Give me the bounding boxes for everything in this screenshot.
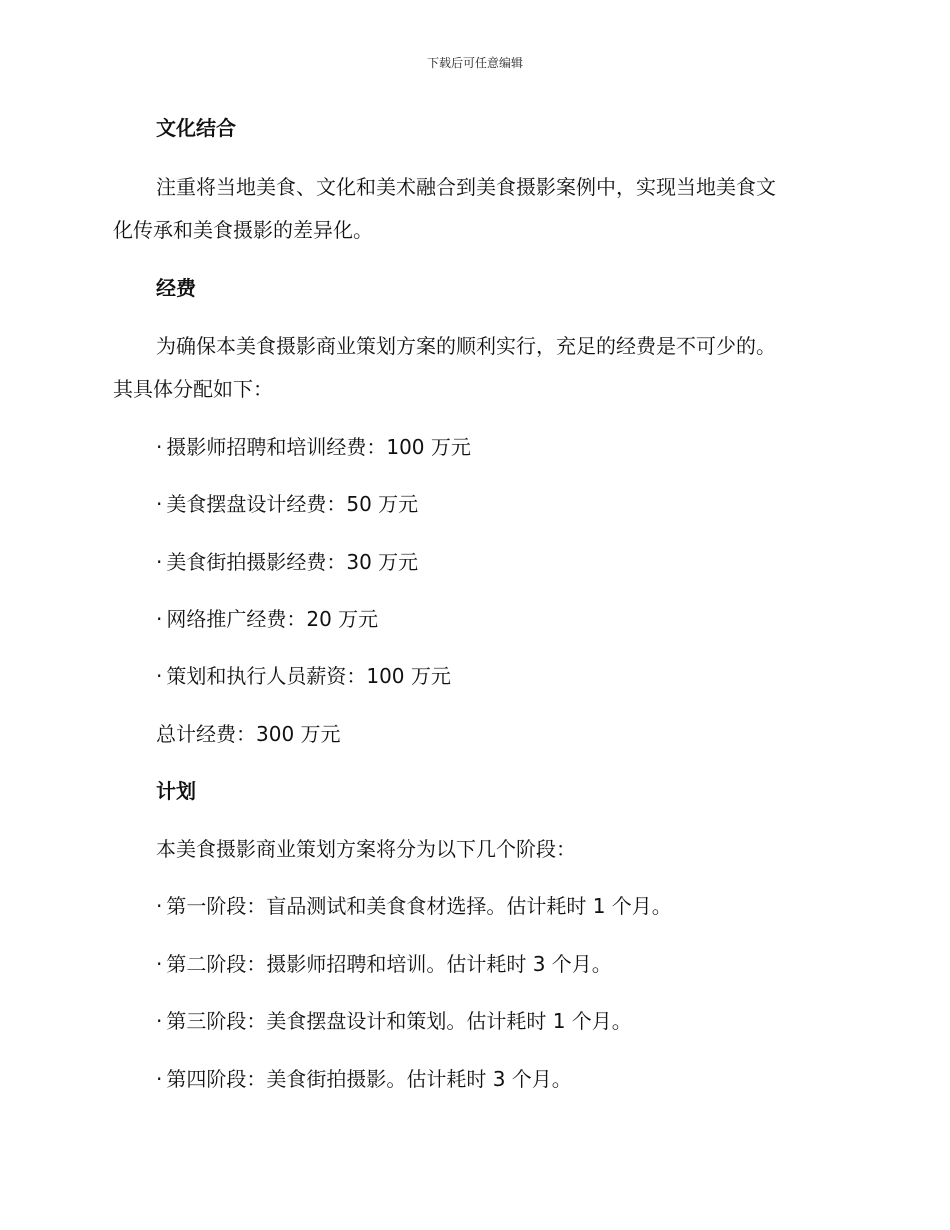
budget-item-text: 美食摆盘设计经费：50 万元 <box>166 492 419 516</box>
culture-paragraph-line-1: 注重将当地美食、文化和美术融合到美食摄影案例中，实现当地美食文 <box>156 175 776 199</box>
plan-list-item <box>156 1065 572 1093</box>
budget-item-text: 摄影师招聘和培训经费：100 万元 <box>166 435 471 459</box>
section-heading-culture: 文化结合 <box>156 116 236 140</box>
bullet-icon: · <box>156 952 163 976</box>
section-heading-plan: 计划 <box>156 779 196 803</box>
bullet-icon: · <box>156 664 163 688</box>
plan-item-text: 第四阶段：美食街拍摄影。估计耗时 3 个月。 <box>166 1067 572 1091</box>
bullet-icon: · <box>156 1009 163 1033</box>
bullet-icon: · <box>156 894 163 918</box>
budget-list-item <box>156 490 418 518</box>
section-heading-budget: 经费 <box>156 276 196 300</box>
bullet-icon: · <box>156 550 163 574</box>
bullet-icon: · <box>156 1067 163 1091</box>
plan-list-item <box>156 892 672 920</box>
budget-paragraph-line-2: 其具体分配如下： <box>113 377 273 401</box>
budget-total: 总计经费：300 万元 <box>156 722 341 746</box>
budget-paragraph-line-1: 为确保本美食摄影商业策划方案的顺利实行，充足的经费是不可少的。 <box>156 334 776 358</box>
plan-item-text: 第三阶段：美食摆盘设计和策划。估计耗时 1 个月。 <box>166 1009 632 1033</box>
culture-paragraph-line-2: 化传承和美食摄影的差异化。 <box>113 218 373 242</box>
budget-list-item <box>156 548 418 576</box>
header-note: 下载后可任意编辑 <box>426 56 523 70</box>
bullet-icon: · <box>156 492 163 516</box>
budget-list-item <box>156 662 451 690</box>
plan-list-item <box>156 950 612 978</box>
bullet-icon: · <box>156 607 163 631</box>
plan-list-item <box>156 1007 632 1035</box>
plan-intro: 本美食摄影商业策划方案将分为以下几个阶段： <box>156 837 576 861</box>
budget-list-item <box>156 433 471 461</box>
plan-item-text: 第二阶段：摄影师招聘和培训。估计耗时 3 个月。 <box>166 952 612 976</box>
budget-list-item <box>156 605 378 633</box>
budget-item-text: 美食街拍摄影经费：30 万元 <box>166 550 419 574</box>
budget-item-text: 策划和执行人员薪资：100 万元 <box>166 664 451 688</box>
budget-item-text: 网络推广经费：20 万元 <box>166 607 379 631</box>
plan-item-text: 第一阶段：盲品测试和美食食材选择。估计耗时 1 个月。 <box>166 894 672 918</box>
bullet-icon: · <box>156 435 163 459</box>
